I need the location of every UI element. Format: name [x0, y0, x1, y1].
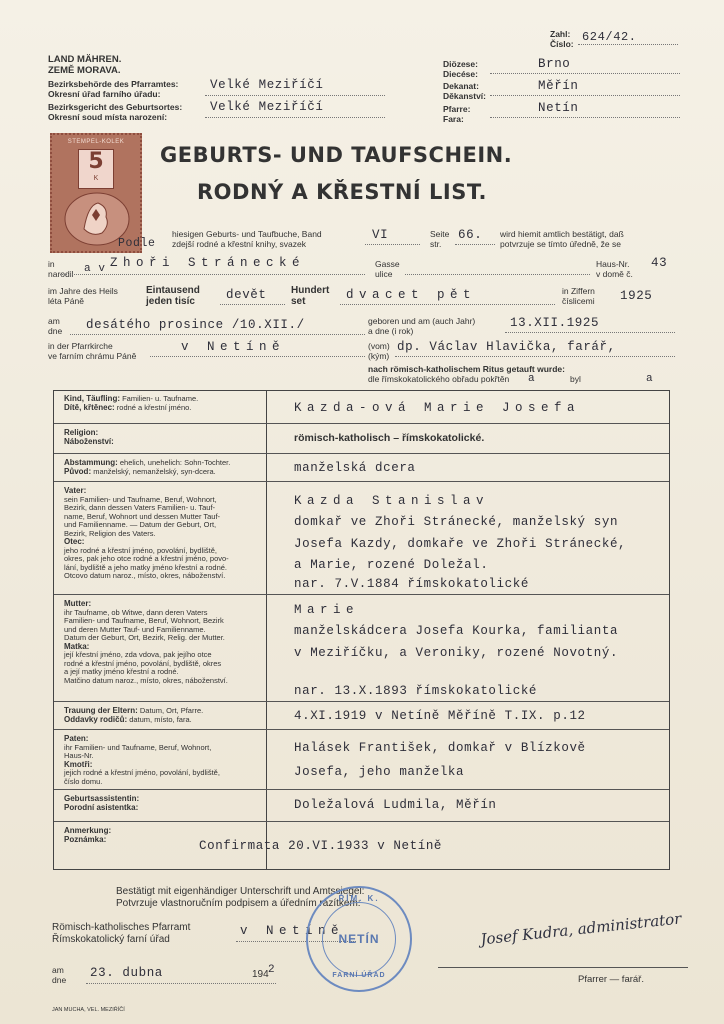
land-de: LAND MÄHREN.	[48, 54, 122, 65]
seal-bottom-text: FARNÍ ÚŘAD	[332, 972, 386, 979]
pfarramt-value: v Netíně	[240, 924, 345, 938]
pfarrer-label: Pfarrer — farář.	[578, 974, 644, 985]
footer-year-prefix: 194	[252, 969, 269, 980]
stamp-unit: K	[93, 175, 99, 182]
geboren-cz: a dne (i rok)	[368, 326, 414, 336]
bezirk-geburt-value: Velké Meziříčí	[210, 100, 324, 114]
bestatigt-de: wird hiemit amtlich bestätigt, daß	[500, 229, 624, 239]
row-value-mother-line: Marie	[294, 603, 360, 617]
bezirk-pfarr-value: Velké Meziříčí	[210, 78, 324, 92]
stamp-top-text: STEMPEL-KOLEK	[67, 139, 125, 145]
row-label-notes: Anmerkung: Poznámka:	[64, 826, 112, 844]
confirm-de: Bestätigt mit eigenhändiger Unterschrift und Amtssiegel:	[116, 886, 365, 897]
am-cz: dne	[48, 326, 63, 336]
row-value-abstammung: manželská dcera	[294, 461, 416, 475]
row-value-child: Kazda-ová Marie Josefa	[294, 401, 581, 415]
ziffern-de: in Ziffern	[562, 286, 595, 296]
register-de: hiesigen Geburts- und Taufbuche, Band	[172, 229, 322, 239]
jahre-de: im Jahre des Heils	[48, 286, 118, 296]
pfarrkirche-cz: ve farním chrámu Páně	[48, 351, 137, 361]
pfarre-cz: Fara:	[443, 114, 464, 124]
footer-year-suffix: 2	[268, 964, 276, 976]
ritus-cz-2: byl	[570, 374, 581, 384]
dekanat-value: Měřín	[538, 79, 579, 93]
bezirk-pfarr-cz: Okresní úřad farního úřadu:	[48, 89, 161, 99]
pfarrkirche-de: in der Pfarrkirche	[48, 341, 113, 351]
eintausend-cz: jeden tisíc	[146, 296, 195, 307]
jahre-cz: léta Páně	[48, 296, 84, 306]
birth-date-value: desátého prosince /10.XII./	[86, 318, 305, 332]
am-de: am	[48, 316, 60, 326]
row-label-child: Kind, Täufling: Familien- u. Taufname. Dítě, křtěnec: rodné a křestní jméno.	[64, 394, 199, 412]
row-value-father-line: domkař ve Zhoři Stránecké, manželský syn	[294, 515, 619, 529]
row-label-religion: Religion: Náboženství:	[64, 428, 114, 446]
revenue-stamp	[50, 133, 142, 253]
priest-value: dp. Václav Hlavička, farář,	[397, 340, 616, 354]
seal-top-text: ŘÍM. K.	[338, 894, 380, 903]
register-cz: zdejší rodné a křestní knihy, svazek	[172, 239, 307, 249]
ritus-de: nach römisch-katholischem Ritus getauft wurde:	[368, 364, 565, 374]
row-value-mother-line: nar. 13.X.1893 římskokatolické	[294, 684, 538, 698]
stamp-value: 5	[88, 149, 104, 174]
zahl-value: 624/42.	[582, 30, 637, 44]
band-value: VI	[372, 228, 389, 242]
diozese-cz: Diecése:	[443, 69, 478, 79]
record-table	[53, 390, 670, 870]
hausnr-value: 43	[651, 256, 668, 270]
bestatigt-cz: potvrzuje se tímto úředně, že se	[500, 239, 621, 249]
year-digits-value: 1925	[620, 289, 653, 303]
seite-cz: str.	[430, 239, 442, 249]
row-value-mother-line: v Meziříčku, a Veroniky, rozené Novotný.	[294, 646, 619, 660]
row-value-religion: römisch-katholisch – římskokatolické.	[294, 432, 485, 444]
vom-de: (vom)	[368, 341, 390, 351]
pfarre-de: Pfarre:	[443, 104, 471, 114]
hausnr-de: Haus-Nr.	[596, 259, 630, 269]
laut-typed: Podle	[118, 237, 156, 250]
row-value-godparents-line: Josefa, jeho manželka	[294, 765, 465, 779]
row-value-notes: Confirmata 20.VI.1933 v Netíně	[199, 839, 443, 853]
footer-am-de: am	[52, 965, 64, 975]
pfarramt-cz: Římskokatolický farní úřad	[52, 934, 170, 945]
row-label-godparents: Paten: ihr Familien- und Taufname, Beruf, Wohnort, Haus-Nr. Kmotři: jejich rodné a křestní jméno, povolání, bydliště, číslo domu.	[64, 734, 220, 786]
printer-imprint: JAN MUCHA, VEL. MEZIŘÍČÍ	[52, 1007, 125, 1013]
zahl-label: Zahl:	[550, 29, 571, 39]
cislo-label: Číslo:	[550, 39, 574, 49]
pfarre-value: Netín	[538, 101, 579, 115]
hausnr-cz: v domě č.	[596, 269, 633, 279]
gasse-cz: ulice	[375, 269, 393, 279]
diozese-value: Brno	[538, 57, 571, 71]
bezirk-pfarr-de: Bezirksbehörde des Pfarramtes:	[48, 79, 179, 89]
seite-value: 66.	[458, 228, 483, 242]
title-line-2: RODNÝ A KŘESTNÍ LIST.	[197, 180, 487, 204]
year-rest-value: dvacet pět	[346, 288, 477, 302]
row-label-mother: Mutter: ihr Taufname, ob Witwe, dann deren Vaters Familien- und Taufname, Beruf, Wohnort, Bezirk und deren Mutter Tauf- und Familienname. Datum der Geburt, Ort, Bezirk, Relig. der Mutter. Matka: její křestní jméno, zda vdova, pak jejího otce rodné a křestní jméno, povolání, bydliště, okres a její matky jméno křestní a rodné. Matčino datum naroz., místo, okres, náboženství.	[64, 599, 228, 685]
dekanat-de: Dekanat:	[443, 81, 479, 91]
bezirk-geburt-cz: Okresní soud místa narození:	[48, 112, 168, 122]
footer-date-value: 23. dubna	[90, 966, 163, 980]
row-value-father-line: Kazda Stanislav	[294, 494, 490, 508]
bezirk-geburt-de: Bezirksgericht des Geburtsortes:	[48, 102, 183, 112]
in-de: in	[48, 259, 55, 269]
title-line-1: GEBURTS- UND TAUFSCHEIN.	[160, 143, 513, 167]
row-label-midwife: Geburtsassistentin: Porodní asistentka:	[64, 794, 140, 812]
ziffern-cz: číslicemi	[562, 296, 595, 306]
dekanat-cz: Děkanství:	[443, 91, 486, 101]
ritus-cz: dle římskokatolického obřadu pokřtěn	[368, 374, 510, 384]
row-value-mother-line: manželskádcera Josefa Kourka, familianta	[294, 624, 619, 638]
church-value: v Netíně	[181, 340, 286, 354]
year-hundreds-value: devět	[226, 288, 267, 302]
footer-am-cz: dne	[52, 975, 67, 985]
confirm-cz: Potvrzuje vlastnoručním podpisem a úředním razítkem:	[116, 898, 361, 909]
vom-cz: (kým)	[368, 351, 390, 361]
row-label-abstammung: Abstammung: ehelich, unehelich: Sohn-Tochter. Původ: manželský, nemanželský, syn-dcera.	[64, 458, 231, 476]
land-cz: ZEMĚ MORAVA.	[48, 65, 121, 76]
hundert-cz: set	[291, 296, 306, 307]
seal-center-text: NETÍN	[338, 932, 380, 946]
row-label-marriage: Trauung der Eltern: Datum, Ort, Pfarre. Oddavky rodičů: datum, místo, fara.	[64, 706, 204, 724]
diozese-de: Diözese:	[443, 59, 478, 69]
pfarramt-de: Römisch-katholisches Pfarramt	[52, 922, 191, 933]
hundert-de: Hundert	[291, 285, 330, 296]
row-value-godparents-line: Halásek František, domkař v Blízkově	[294, 741, 586, 755]
in-typed: a v	[84, 263, 106, 275]
in-cz: narodil	[48, 269, 74, 279]
gasse-de: Gasse	[375, 259, 400, 269]
signature: Josef Kudra, administrator	[479, 909, 683, 949]
row-value-father-line: nar. 7.V.1884 římskokatolické	[294, 577, 529, 591]
row-label-father: Vater: sein Familien- und Taufname, Beruf, Wohnort, Bezirk, dann dessen Vaters Familien- u. Tauf- name, Beruf, Wohnort und dessen Mutter Tauf- und Familienname. — Datum der Geburt, Ort, Bezirk, Religion des Vaters. Otec: jeho rodné a křestní jméno, povolání, bydliště, okres, pak jeho otce rodné a křestní jméno, povo- lání, bydliště a jeho matky jméno křestní a rodné. Otcovo datum naroz., místo, okres, náboženství.	[64, 486, 229, 580]
parish-seal	[306, 886, 412, 992]
place-value: Zhoři Stránecké	[110, 256, 306, 270]
seite-de: Seite	[430, 229, 450, 239]
row-value-father-line: a Marie, rozené Doležal.	[294, 558, 489, 572]
geboren-de: geboren und am (auch Jahr)	[368, 316, 476, 326]
row-value-father-line: Josefa Kazdy, domkaře ve Zhoři Stránecké,	[294, 537, 627, 551]
ritus-typed-2: a	[646, 373, 654, 385]
row-value-midwife: Doležalová Ludmila, Měřín	[294, 798, 497, 812]
eintausend-de: Eintausend	[146, 285, 200, 296]
baptism-date-value: 13.XII.1925	[510, 316, 600, 330]
row-value-marriage: 4.XI.1919 v Netíně Měříně T.IX. p.12	[294, 709, 586, 723]
ritus-typed-1: a	[528, 373, 536, 385]
